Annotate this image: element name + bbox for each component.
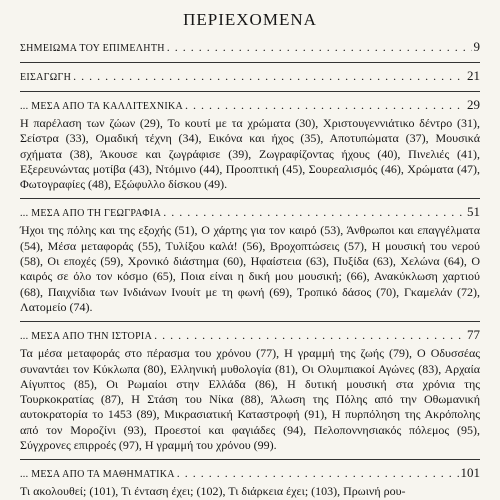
toc-page-number: 21: [467, 68, 480, 83]
divider: [20, 321, 480, 322]
toc-heading-line: [20, 40, 480, 56]
dot-leader: [185, 98, 465, 112]
toc-heading: ... ΜΕΣΑ ΑΠΟ ΤΗ ΓΕΩΓΡΑΦΙΑ: [20, 208, 162, 220]
toc-entry-body: Τα μέσα μεταφοράς στο πέρασμα του χρόνου (77), Η γραμμή της ζωής (79), Ο Οδυσσέας συναντάει τον Κύκλωπα (80), Ελληνική μυθολογία (81), Οι Ολυμπιακοί Αγώνες (83), Αρχαία Αίγυπτος (85), Οι Ρωμαίοι στην Ελλάδα (86), Η δυτική μουσική στα χρόνια της Τουρκοκρατίας (87), Η Στάση του Νίκα (88), Άλωση της Πόλης από την Οθωμανική αυτοκρατορία το 1453 (89), Μικρασιατική Καταστροφή (91), Η πυρπόληση της Ακρόπολης από τον Μοροζίνι (93), Προεστοί και φαγιάδες (94), Πελοποννησιακός πόλεμος (95), Σύγχρονες επιρροές (97), Η γραμμή του χρόνου (99).: [20, 346, 480, 453]
toc-heading: ... ΜΕΣΑ ΑΠΟ ΤΗΝ ΙΣΤΟΡΙΑ: [20, 331, 153, 343]
toc-heading: ... ΜΕΣΑ ΑΠΟ ΤΑ ΜΑΘΗΜΑΤΙΚΑ: [20, 469, 175, 481]
toc-heading-line: [20, 466, 480, 482]
dot-leader: [163, 205, 465, 219]
toc-heading-line: [20, 205, 480, 221]
toc-entry-body: Τι ακολουθεί; (101), Τι ένταση έχει; (102), Τι διάρκεια έχει; (103), Πρωινή ρου-: [20, 484, 406, 499]
divider: [20, 459, 480, 460]
dot-leader: [167, 40, 472, 54]
divider: [20, 62, 480, 63]
toc-entry-body: Η παρέλαση των ζώων (29), Το κουτί με τα χρώματα (30), Χριστουγεννιάτικο δέντρο (31), Σείστρα (33), Ομαδική τέχνη (34), Εικόνα και ήχος (35), Αποτυπώματα (37), Μουσικά σχήματα (38), Άκουσε και ζωγράφισε (39), Ζωγραφίζοντας ήχους (40), Πινελιές (41), Εξερευνώντας μοτίβα (43), Ντόμινο (44), Προοπτική (45), Σουρεαλισμός (46), Χρώματα (47), Φωτογραφίες (48), Εξώφυλλο δίσκου (49).: [20, 116, 480, 192]
toc-page-number: 29: [467, 97, 480, 112]
toc-entry-body: Ήχοι της πόλης και της εξοχής (51), Ο χάρτης για τον καιρό (53), Άνθρωποι και επαγγέλματα (54), Μέσα μεταφοράς (55), Τυλίξου καλά! (56), Βροχοπτώσεις (57), Η μουσική του νερού (58), Οι εποχές (59), Χρονικό διάστημα (60), Ηφαίστεια (63), Πυξίδα (63), Χελώνα (64), Ο καιρός σε όλο τον κόσμο (65), Ποια είναι η δική μου μουσική; (66), Ανακύκλωση χαρτιού (68), Παιχνίδια των Ινδιάνων Ινουίτ με τη φωνή (69), Τροπικό δάσος (70), Γκαμελάν (72), Λατομείο (74).: [20, 223, 480, 314]
toc-page-number: 77: [467, 327, 480, 343]
toc-entry-introduction: [20, 69, 480, 92]
page-title: ΠΕΡΙΕΧΟΜΕΝΑ: [183, 10, 317, 29]
toc-heading: ΕΙΣΑΓΩΓΗ: [20, 72, 72, 83]
toc-entry-geography: [20, 205, 480, 322]
toc-entry-history: [20, 328, 480, 460]
toc-heading: ... ΜΕΣΑ ΑΠΟ ΤΑ ΚΑΛΛΙΤΕΧΝΙΚΑ: [20, 101, 184, 112]
dot-leader: [73, 69, 465, 83]
dot-leader: [154, 328, 465, 342]
toc-entry-mathematics: [20, 466, 480, 499]
dot-leader: [177, 466, 459, 480]
toc-heading-line: [20, 98, 480, 114]
toc-entry-arts: [20, 98, 480, 199]
toc-page-number: 9: [473, 39, 480, 54]
divider: [20, 198, 480, 199]
divider: [20, 91, 480, 92]
toc-entry-editor-note: [20, 40, 480, 63]
toc-page-number: 101: [460, 465, 480, 481]
toc-heading: ΣΗΜΕΙΩΜΑ ΤΟΥ ΕΠΙΜΕΛΗΤΗ: [20, 43, 165, 54]
toc-heading-line: [20, 328, 480, 344]
toc-page-number: 51: [467, 204, 480, 220]
toc-heading-line: [20, 69, 480, 85]
